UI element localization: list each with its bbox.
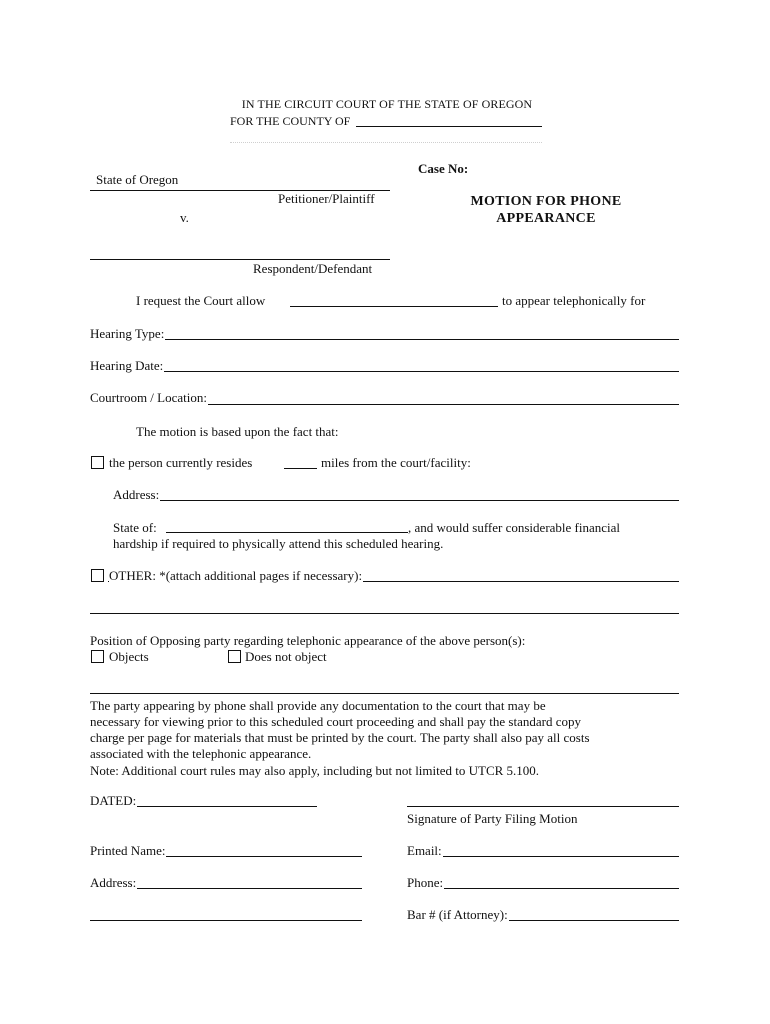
- petitioner-name: State of Oregon: [96, 172, 179, 187]
- versus-text: v.: [180, 210, 189, 225]
- notice-line-2: necessary for viewing prior to this scheduled court proceeding and shall pay the standard copy: [90, 714, 581, 729]
- does-not-object-label: Does not object: [245, 649, 327, 664]
- court-heading-text: IN THE CIRCUIT COURT OF THE STATE OF OREGON: [241, 97, 533, 111]
- county-line: [230, 113, 350, 129]
- dated-label: DATED:: [90, 793, 137, 808]
- request-prefix: I request the Court allow: [136, 293, 266, 308]
- courtroom-location-label: Courtroom / Location:: [90, 390, 207, 405]
- petitioner-label: Petitioner/Plaintiff: [278, 191, 375, 206]
- notice-line-5: Note: Additional court rules may also apply, including but not limited to UTCR 5.100.: [90, 763, 540, 778]
- header-rule: [230, 142, 542, 143]
- state-suffix: , and would suffer considerable financial: [408, 520, 621, 535]
- notice-line-4: associated with the telephonic appearance.: [90, 746, 312, 761]
- does-not-object-checkbox[interactable]: [228, 650, 241, 663]
- signature-label: Signature of Party Filing Motion: [407, 811, 578, 826]
- respondent-label: Respondent/Defendant: [253, 261, 373, 276]
- respondent-line[interactable]: [90, 259, 390, 260]
- request-name-blank[interactable]: [290, 306, 498, 307]
- hearing-type-label: Hearing Type:: [90, 326, 165, 341]
- notice-line-3: charge per page for materials that must be printed by the court. The party shall also pay all costs: [90, 730, 590, 745]
- position-heading: Position of Opposing party regarding telephonic appearance of the above person(s):: [90, 633, 526, 648]
- miles-blank[interactable]: [284, 468, 317, 469]
- basis-intro: The motion is based upon the fact that:: [136, 424, 339, 439]
- email-blank[interactable]: [407, 856, 679, 857]
- county-blank[interactable]: [356, 126, 542, 127]
- phone-blank[interactable]: [407, 888, 679, 889]
- objects-label: Objects: [109, 649, 149, 664]
- hearing-type-blank[interactable]: [90, 339, 679, 340]
- county-label: FOR THE COUNTY OF: [230, 114, 351, 128]
- request-suffix: to appear telephonically for: [502, 293, 646, 308]
- hearing-date-blank[interactable]: [90, 371, 679, 372]
- email-label: Email:: [407, 843, 442, 858]
- position-rule: [90, 693, 679, 694]
- bar-no-label: Bar # (if Attorney):: [407, 907, 508, 922]
- signature-line[interactable]: [407, 806, 679, 807]
- address-label: Address:: [113, 487, 160, 502]
- other-label: OTHER: *(attach additional pages if necessary):: [109, 568, 363, 583]
- other-checkbox[interactable]: [91, 569, 104, 582]
- address-sig-label: Address:: [90, 875, 137, 890]
- phone-label: Phone:: [407, 875, 444, 890]
- court-heading-line1: [232, 96, 542, 112]
- motion-title-line1: MOTION FOR PHONE: [470, 194, 622, 209]
- other-blank-2[interactable]: [90, 613, 679, 614]
- state-blank[interactable]: [166, 532, 408, 533]
- state-label: State of:: [113, 520, 157, 535]
- hearing-date-label: Hearing Date:: [90, 358, 164, 373]
- resides-checkbox[interactable]: [91, 456, 104, 469]
- objects-checkbox[interactable]: [91, 650, 104, 663]
- resides-suffix: miles from the court/facility:: [321, 455, 471, 470]
- address-blank[interactable]: [113, 500, 679, 501]
- case-no-label: Case No:: [418, 161, 469, 176]
- resides-prefix: the person currently resides: [109, 455, 253, 470]
- notice-line-1: The party appearing by phone shall provide any documentation to the court that may be: [90, 698, 546, 713]
- motion-title-line2: APPEARANCE: [496, 211, 596, 226]
- hardship-line: hardship if required to physically attend this scheduled hearing.: [113, 536, 444, 551]
- printed-name-label: Printed Name:: [90, 843, 166, 858]
- address-sig-blank-2[interactable]: [90, 920, 362, 921]
